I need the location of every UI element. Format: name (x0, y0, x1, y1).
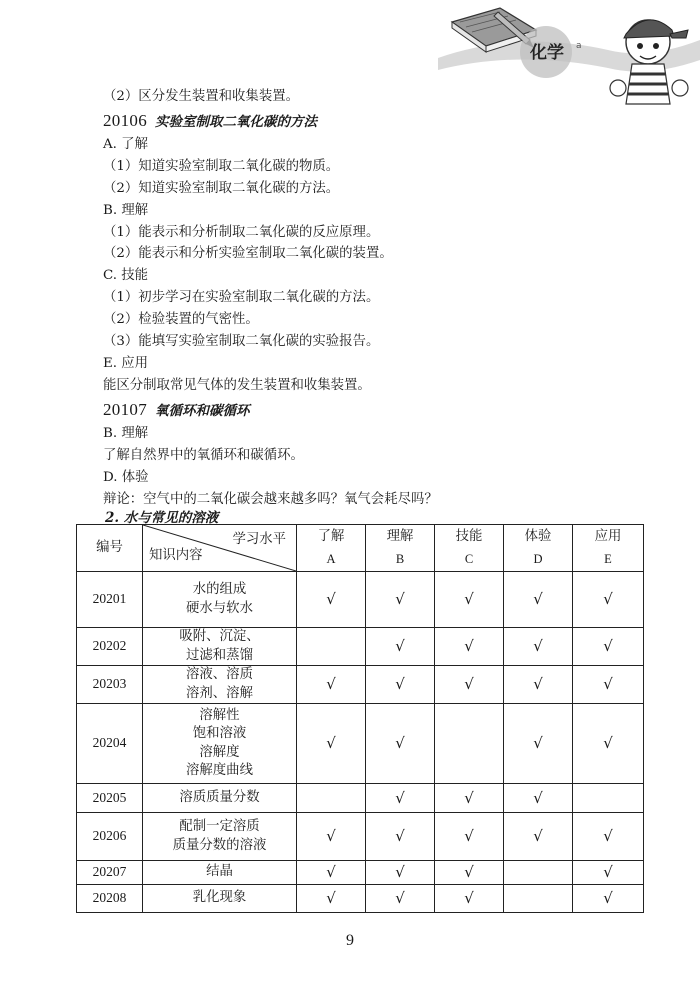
table-row (77, 704, 644, 784)
check-mark-cell: √ (366, 704, 435, 784)
subject-badge: 化学 (530, 43, 564, 63)
row-topic (143, 572, 297, 628)
empty-cell (435, 704, 504, 784)
section-20107-lines (103, 423, 663, 511)
row-topic (143, 784, 297, 813)
text-line: （2）能表示和分析实验室制取二氧化碳的装置。 (103, 246, 393, 262)
text-line: C. 技能 (103, 268, 149, 284)
intro-line: （2）区分发生装置和收集装置。 (103, 89, 299, 104)
check-mark-cell: √ (366, 885, 435, 913)
text-line: E. 应用 (103, 355, 149, 371)
empty-cell (573, 784, 644, 813)
check-mark-cell: √ (573, 813, 644, 861)
row-code: 20208 (77, 885, 143, 913)
header-level-col: 体验 D (504, 525, 573, 572)
table-row (77, 784, 644, 813)
row-topic (143, 885, 297, 913)
topic-line: 溶质质量分数 (179, 789, 260, 805)
table-row (77, 885, 644, 913)
check-mark-cell: √ (366, 861, 435, 885)
check-mark-cell: √ (504, 572, 573, 628)
topic-line: 水的组成 (192, 582, 247, 597)
topic-line: 饱和溶液 (192, 726, 247, 741)
check-mark-cell: √ (297, 666, 366, 704)
check-mark-cell: √ (435, 628, 504, 666)
text-line: （3）能填写实验室制取二氧化碳的实验报告。 (103, 334, 380, 350)
check-mark-cell: √ (573, 628, 644, 666)
topic-line: 溶解度曲线 (186, 763, 253, 778)
svg-text:a: a (576, 41, 582, 51)
row-code: 20205 (77, 784, 143, 813)
knowledge-level-table (76, 524, 644, 913)
topic-line: 过滤和蒸馏 (186, 647, 253, 663)
empty-cell (504, 861, 573, 885)
check-mark-cell: √ (504, 666, 573, 704)
topic-line: 溶剂、溶解 (186, 685, 253, 701)
row-code: 20204 (77, 704, 143, 784)
header-diagonal-cell (143, 525, 297, 572)
table-header-row (77, 525, 644, 572)
text-line: B. 理解 (103, 202, 149, 218)
topic-line: 溶解度 (199, 744, 240, 760)
check-mark-cell: √ (504, 704, 573, 784)
header-level-col: 应用 E (573, 525, 644, 572)
topic-line: 质量分数的溶液 (172, 837, 267, 853)
text-line: A. 了解 (103, 136, 148, 152)
row-topic (143, 704, 297, 784)
body-text (103, 86, 663, 510)
topic-line: 溶解性 (199, 707, 240, 723)
check-mark-cell: √ (573, 704, 644, 784)
section-heading-20106 (103, 109, 663, 134)
text-line: 了解自然界中的氧循环和碳循环。 (103, 447, 304, 463)
row-code: 20207 (77, 861, 143, 885)
empty-cell (297, 784, 366, 813)
row-code: 20201 (77, 572, 143, 628)
text-line: （2）知道实验室制取二氧化碳的方法。 (103, 180, 340, 196)
table-body (77, 572, 644, 913)
section-title: 实验室制取二氧化碳的方法 (155, 113, 317, 130)
text-line: 能区分制取常见气体的发生装置和收集装置。 (103, 377, 371, 393)
section-code: 20107 (103, 399, 147, 419)
empty-cell (297, 628, 366, 666)
check-mark-cell: √ (435, 813, 504, 861)
check-mark-cell: √ (366, 784, 435, 813)
check-mark-cell: √ (504, 813, 573, 861)
check-mark-cell: √ (297, 861, 366, 885)
row-code: 20206 (77, 813, 143, 861)
check-mark-cell: √ (573, 861, 644, 885)
table-row (77, 861, 644, 885)
section-20106-lines (103, 134, 663, 397)
check-mark-cell: √ (366, 628, 435, 666)
check-mark-cell: √ (435, 572, 504, 628)
row-topic (143, 666, 297, 704)
row-code: 20202 (77, 628, 143, 666)
check-mark-cell: √ (366, 572, 435, 628)
check-mark-cell: √ (573, 572, 644, 628)
topic-line: 配制一定溶质 (179, 819, 260, 834)
table-row (77, 666, 644, 704)
topic-line: 吸附、沉淀、 (179, 629, 260, 644)
page-number: 9 (346, 932, 354, 949)
text-line: （2）检验装置的气密性。 (103, 312, 259, 328)
check-mark-cell: √ (504, 784, 573, 813)
check-mark-cell: √ (573, 666, 644, 704)
header-level-col: 技能 C (435, 525, 504, 572)
check-mark-cell: √ (435, 784, 504, 813)
header-level-col: 理解 B (366, 525, 435, 572)
row-topic (143, 813, 297, 861)
check-mark-cell: √ (297, 572, 366, 628)
check-mark-cell: √ (435, 885, 504, 913)
topic-line: 结晶 (206, 864, 233, 880)
text-line: D. 体验 (103, 469, 149, 485)
check-mark-cell: √ (297, 813, 366, 861)
header-level: 学习水平 (232, 532, 286, 547)
section-code: 20106 (103, 110, 147, 130)
check-mark-cell: √ (573, 885, 644, 913)
header-code: 编号 (77, 525, 143, 572)
check-mark-cell: √ (435, 861, 504, 885)
check-mark-cell: √ (297, 704, 366, 784)
header-level-col: 了解 A (297, 525, 366, 572)
topic-line: 溶液、溶质 (186, 667, 253, 682)
text-line: （1）初步学习在实验室制取二氧化碳的方法。 (103, 290, 380, 306)
check-mark-cell: √ (504, 628, 573, 666)
section-heading-20107 (103, 398, 663, 423)
text-line: （1）知道实验室制取二氧化碳的物质。 (103, 158, 340, 174)
empty-cell (504, 885, 573, 913)
check-mark-cell: √ (435, 666, 504, 704)
header-knowledge: 知识内容 (149, 547, 203, 563)
table-caption: 2. 水与常见的溶液 (105, 510, 219, 526)
text-line: 辩论：空气中的二氧化碳会越来越多吗？氧气会耗尽吗？ (103, 491, 438, 507)
text-line: （1）能表示和分析制取二氧化碳的反应原理。 (103, 224, 380, 240)
table-row (77, 628, 644, 666)
table-row (77, 572, 644, 628)
check-mark-cell: √ (297, 885, 366, 913)
topic-line: 硬水与软水 (186, 600, 253, 616)
row-topic (143, 861, 297, 885)
check-mark-cell: √ (366, 813, 435, 861)
topic-line: 乳化现象 (192, 890, 247, 906)
text-line: B. 理解 (103, 425, 149, 441)
table-row (77, 813, 644, 861)
row-code: 20203 (77, 666, 143, 704)
check-mark-cell: √ (366, 666, 435, 704)
section-title: 氧循环和碳循环 (155, 402, 250, 419)
row-topic (143, 628, 297, 666)
